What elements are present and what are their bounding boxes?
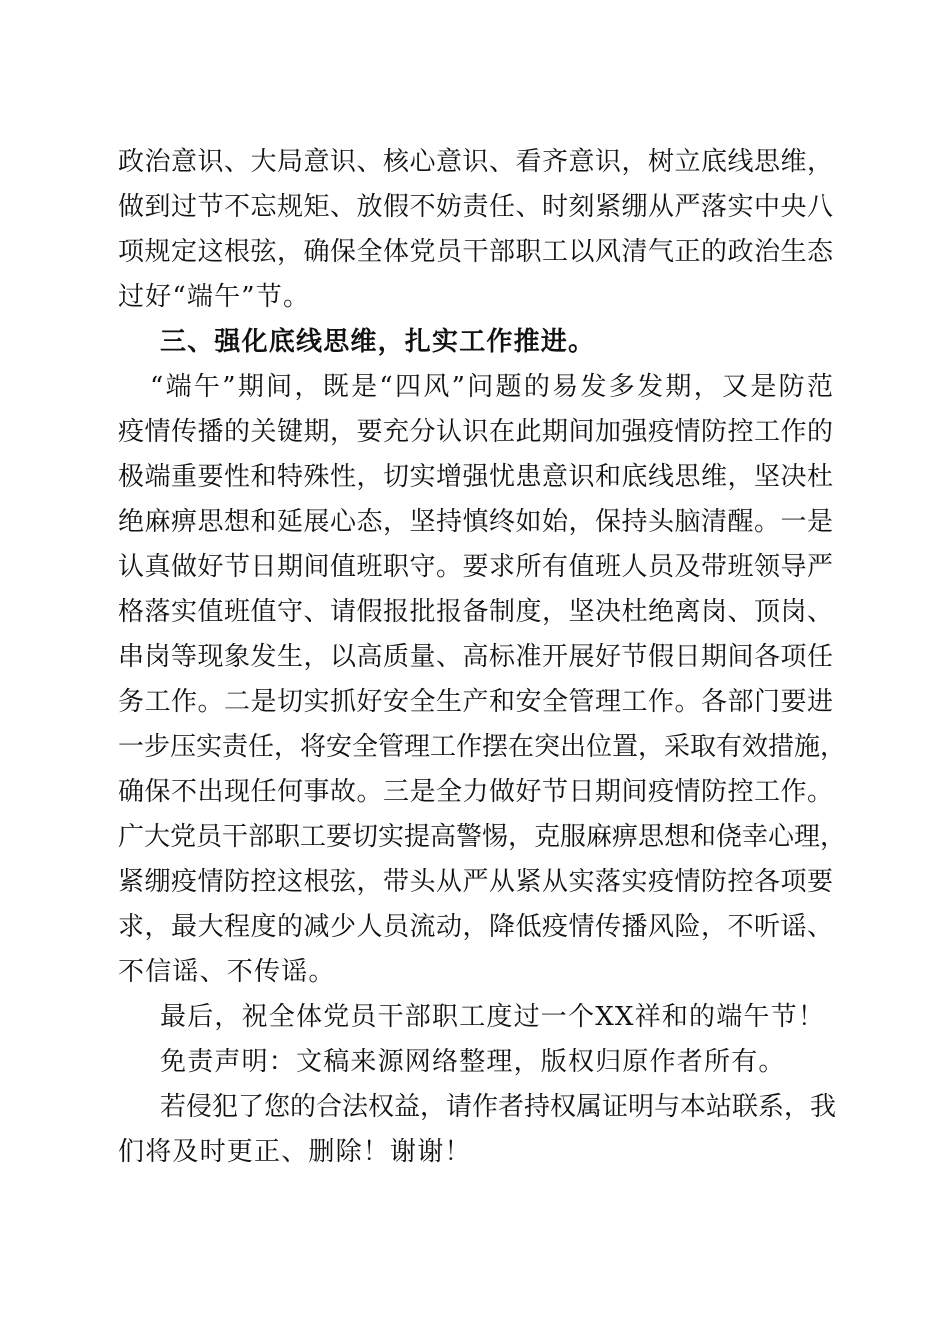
body-line: 确保不出现任何事故。三是全力做好节日期间疫情防控工作。 (118, 777, 833, 807)
body-line: 紧绷疫情防控这根弦，带头从严从紧从实落实疫情防控各项要 (118, 867, 833, 897)
body-line: 认真做好节日期间值班职守。要求所有值班人员及带班领导严 (118, 552, 833, 582)
closing-line: 最后，祝全体党员干部职工度过一个XX祥和的端午节！ (160, 1002, 826, 1032)
body-line: 务工作。二是切实抓好安全生产和安全管理工作。各部门要进 (118, 687, 833, 717)
body-line: 一步压实责任，将安全管理工作摆在突出位置，采取有效措施， (118, 732, 847, 762)
disclaimer-line: 免责声明：文稿来源网络整理，版权归原作者所有。 (160, 1047, 786, 1077)
body-line: 极端重要性和特殊性，切实增强忧患意识和底线思维，坚决杜 (118, 462, 833, 492)
body-line: 项规定这根弦，确保全体党员干部职工以风清气正的政治生态 (118, 237, 833, 267)
body-line: 绝麻痹思想和延展心态，坚持慎终如始，保持头脑清醒。一是 (118, 507, 833, 537)
body-line: 串岗等现象发生，以高质量、高标准开展好节假日期间各项任 (118, 642, 833, 672)
section-heading: 三、强化底线思维，扎实工作推进。 (160, 327, 596, 357)
body-line: 格落实值班值守、请假报批报备制度，坚决杜绝离岗、顶岗、 (118, 597, 833, 627)
body-line: 政治意识、大局意识、核心意识、看齐意识，树立底线思维， (118, 147, 833, 177)
body-line: 做到过节不忘规矩、放假不妨责任、时刻紧绷从严落实中央八 (118, 192, 833, 222)
disclaimer-line: 若侵犯了您的合法权益，请作者持权属证明与本站联系，我 (160, 1092, 837, 1122)
body-line: 疫情传播的关键期，要充分认识在此期间加强疫情防控工作的 (118, 417, 833, 447)
body-line: 广大党员干部职工要切实提高警惕，克服麻痹思想和侥幸心理， (118, 822, 847, 852)
body-line: 不信谣、不传谣。 (118, 957, 336, 987)
body-line: 求，最大程度的减少人员流动，降低疫情传播风险，不听谣、 (118, 912, 833, 942)
body-line: “端午”期间，既是“四风”问题的易发多发期，又是防范 (150, 372, 833, 402)
disclaimer-line: 们将及时更正、删除！谢谢！ (118, 1137, 472, 1167)
body-line: 过好“端午”节。 (118, 282, 311, 312)
